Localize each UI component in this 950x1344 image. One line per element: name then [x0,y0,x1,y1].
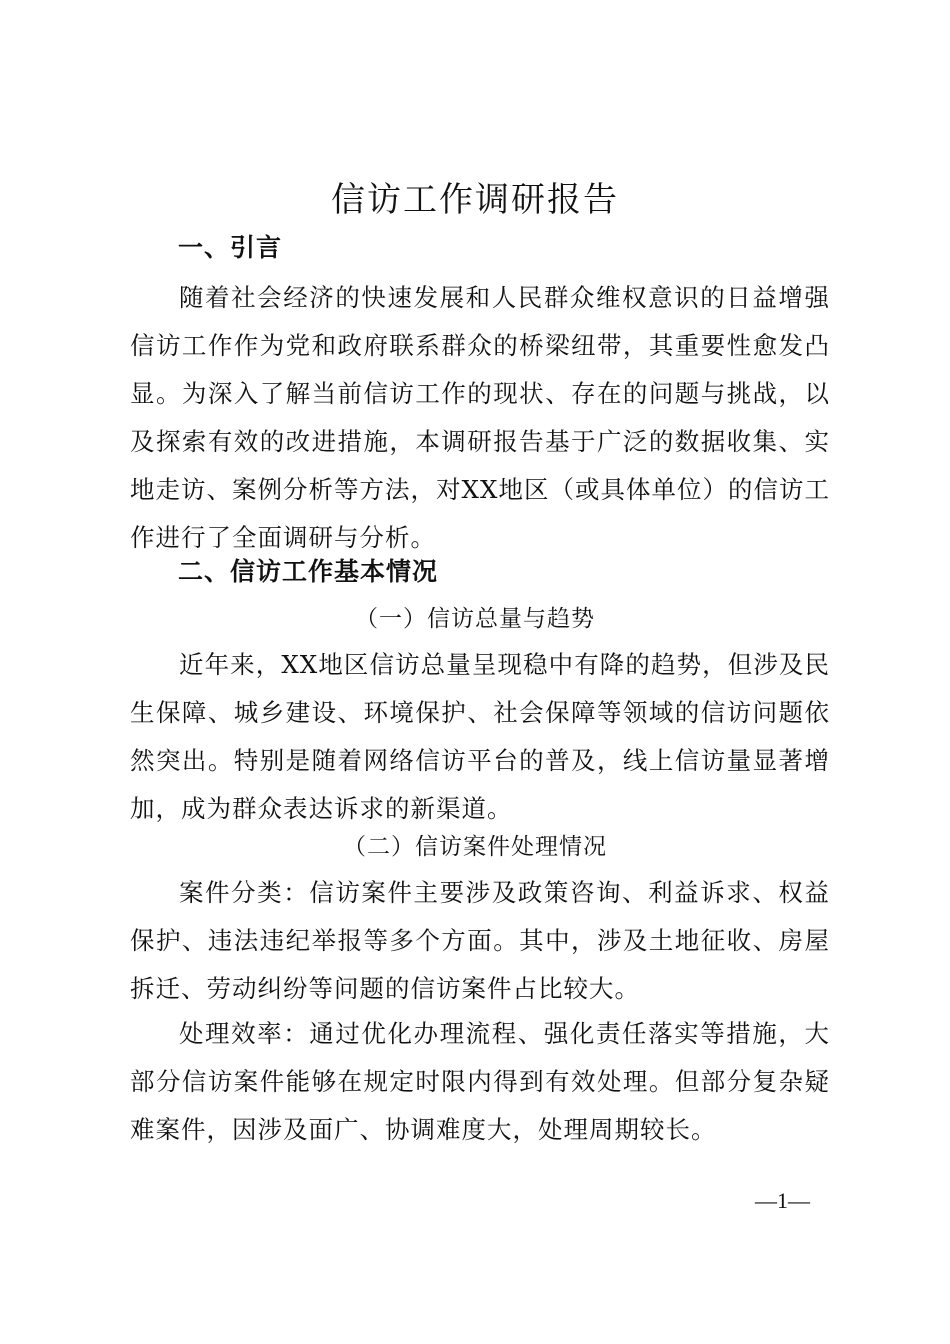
handling-efficiency-paragraph: 处理效率：通过优化办理流程、强化责任落实等措施，大部分信访案件能够在规定时限内得到有效处理。但部分复杂疑难案件，因涉及面广、协调难度大，处理周期较长。 [130,1019,830,1144]
subsection-heading-case-handling: （二）信访案件处理情况 [343,834,607,860]
document-title: 信访工作调研报告 [331,180,619,220]
volume-trend-paragraph: 近年来，XX地区信访总量呈现稳中有降的趋势，但涉及民生保障、城乡建设、环境保护、社会保障等领域的信访问题依然突出。特别是随着网络信访平台的普及，线上信访量显著增加，成为群众表达诉求的新渠道。 [130,650,830,823]
section-heading-basic-situation: 二、信访工作基本情况 [178,557,439,586]
intro-paragraph: 随着社会经济的快速发展和人民群众维权意识的日益增强信访工作作为党和政府联系群众的桥梁纽带，其重要性愈发凸显。为深入了解当前信访工作的现状、存在的问题与挑战，以及探索有效的改进措施，本调研报告基于广泛的数据收集、实地走访、案例分析等方法，对XX地区（或具体单位）的信访工作进行了全面调研与分析。 [130,283,830,552]
case-classification-paragraph: 案件分类：信访案件主要涉及政策咨询、利益诉求、权益保护、违法违纪举报等多个方面。其中，涉及土地征收、房屋拆迁、劳动纠纷等问题的信访案件占比较大。 [130,878,830,1003]
page-number: —1— [755,1188,810,1213]
subsection-heading-volume-trend: （一）信访总量与趋势 [355,606,595,632]
section-heading-intro: 一、引言 [178,233,283,262]
